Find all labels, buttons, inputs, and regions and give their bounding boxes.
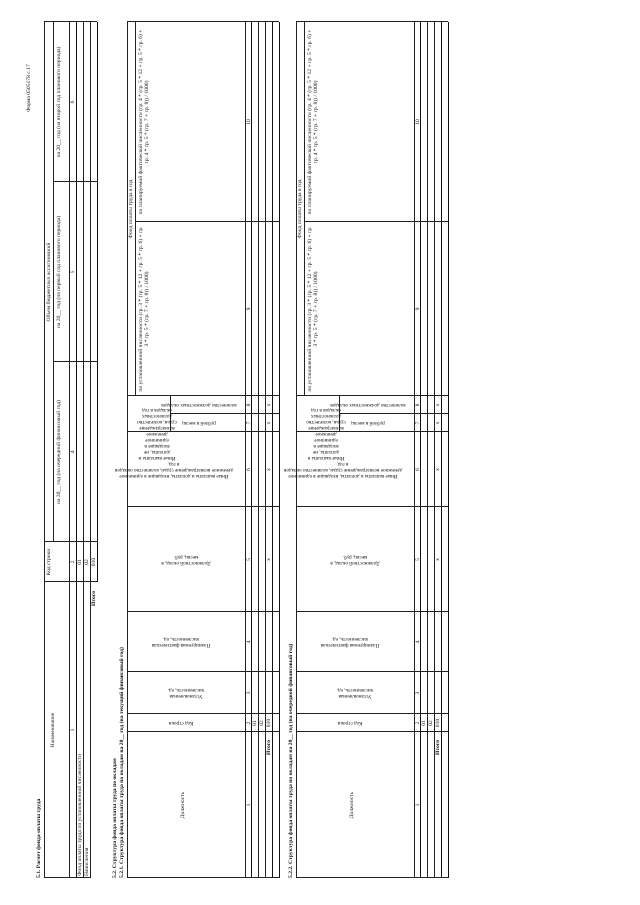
s1-colnum-4: 4 [70, 450, 76, 454]
s1-row1-code: 01 [77, 559, 83, 565]
t2-colnum-4: 4 [415, 640, 421, 644]
t1-colnum-2: 2 [246, 721, 252, 725]
s1-colnum-2: 2 [70, 560, 76, 564]
s1-header-name: Наименование [50, 712, 56, 748]
t2-row1-code: 01 [421, 720, 427, 726]
t1-total-label: Итого [266, 739, 272, 755]
t1-row2-code: 02 [259, 720, 265, 726]
t2-colnum-6: 6 [415, 468, 421, 471]
t2-header-fund-est: по установленной численности (гр. 3 * (гр. 5 * 12 + гр. 5 * гр. 6) + гр. 3 * гр. 5 * (гр. 7 + гр. 8)) / 1000) [307, 226, 320, 392]
t2-colnum-10: 10 [415, 119, 421, 125]
t1-colnum-1: 1 [246, 803, 252, 807]
t1-header-position: Должность [180, 791, 186, 819]
form-code: Форма 0505178 с.17 [26, 64, 32, 112]
t1-row1-code: 01 [252, 720, 258, 726]
t2-sub-rubles: рублей в месяц [351, 420, 385, 426]
t1-header-code: Код строки [168, 720, 194, 726]
t1-header-salary: Должностной оклад, в месяц, руб. [161, 554, 211, 566]
t2-colnum-9: 9 [415, 307, 421, 311]
s1-colnum-6: 6 [70, 100, 76, 104]
section1-title: 5.1. Расчет фонда оплаты труда [36, 798, 42, 878]
s1-total-code: 010 [91, 557, 97, 567]
t1-header-fund-est: по установленной численности (гр. 3 * (гр. 5 * 12 + гр. 5 * гр. 6) + гр. 3 * гр. 5 * (гр. 7 + гр. 8)) / 1000) [138, 226, 151, 392]
t2-row2-code: 02 [428, 720, 434, 726]
t1-header-planned: Планируемая фактическая численность, ед. [151, 636, 211, 648]
t1-colnum-4: 4 [246, 640, 252, 644]
section2-subtitle2: 5.2.2. Структура фонда оплаты труда по окладам на 20__ год (на очередной финансовый год) [288, 643, 294, 878]
t1-header-established: Установленная численность, ед. [167, 687, 205, 699]
t2-header-salary: Должностной оклад, в месяц, руб. [330, 554, 380, 566]
s1-total-label: Итого [91, 590, 97, 606]
t1-total-x-5: x [266, 558, 272, 561]
t1-header-fund: Фонд оплаты труда в год [128, 179, 134, 239]
t1-colnum-7: 7 [246, 421, 252, 425]
t2-colnum-2: 2 [415, 721, 421, 725]
t2-header-established: Установленная численность, ед. [336, 687, 374, 699]
t2-colnum-1: 1 [415, 803, 421, 807]
section2-title: 5.2. Структура фонда оплаты труда по окладам [112, 758, 118, 878]
t2-header-code: Код строки [337, 720, 363, 726]
t2-colnum-5: 5 [415, 558, 421, 561]
s1-row2-code: 02 [84, 559, 90, 565]
t2-sub-salaries: количество должностных окладов [330, 402, 406, 408]
t1-colnum-10: 10 [246, 119, 252, 125]
t2-total-x-6: x [435, 468, 441, 471]
t1-sub-salaries: количество должностных окладов [161, 402, 237, 408]
t1-total-x-6: x [266, 468, 272, 471]
t1-sub-rubles: рублей в месяц [182, 420, 216, 426]
t2-header-fund-plan: по планируемой фактической численности (гр. 4 * (гр. 5 * 12 + гр. 5 * гр. 6) + гр. 4 * гр. 5 * (гр. 7 + гр. 8)) / 1000) [307, 29, 320, 215]
t1-colnum-5: 5 [246, 558, 252, 561]
t1-colnum-3: 3 [246, 691, 252, 695]
t2-colnum-7: 7 [415, 421, 421, 425]
s1-header-y3: на 20__ год (на второй год планового периода) [56, 46, 62, 158]
t2-header-position: Должность [349, 791, 355, 819]
t2-colnum-3: 3 [415, 691, 421, 695]
s1-header-code: Код строки [46, 548, 52, 576]
t1-header-other-month: Иные выплаты и доплаты, не входящие в единичное денежное вознаграждение судьи, количество должностных окладов в год [137, 407, 177, 461]
s1-header-group: Объем бюджетных ассигнований [46, 242, 52, 322]
t1-colnum-6: 6 [246, 468, 252, 471]
t1-colnum-8: 8 [246, 403, 252, 407]
t1-total-x-8: x [266, 403, 272, 407]
section2-subtitle1: 5.2.1. Структура фонда оплаты труда по окладам на 20__ год (на текущий финансовый год) [119, 647, 125, 878]
s1-header-y2: на 20__ год (на первый год планового периода) [56, 215, 62, 329]
t1-colnum-9: 9 [246, 307, 252, 311]
t2-header-other-annual: Иные выплаты и доплаты, входящие в единичное денежное вознаграждение судьи, количество окладов в год [283, 461, 403, 479]
t2-header-other-month: Иные выплаты и доплаты, не входящие в единичное денежное вознаграждение судьи, количество должностных окладов в год [306, 407, 346, 461]
s1-header-y1: на 20__ год (на очередной финансовый год) [56, 399, 62, 505]
t1-header-fund-plan: по планируемой фактической численности (гр. 4 * (гр. 5 * 12 + гр. 5 * гр. 6) + гр. 4 * гр. 5 * (гр. 7 + гр. 8)) / 1000) [138, 29, 151, 215]
t2-total-x-8: x [435, 403, 441, 407]
s1-row1-name: Фонд оплаты труда по установленной численности [77, 753, 83, 876]
s1-row2-name: Начисления [84, 847, 90, 876]
t1-total-code: 010 [266, 718, 272, 728]
t1-total-x-7: x [266, 421, 272, 425]
t2-header-fund: Фонд оплаты труда в год [297, 179, 303, 239]
s1-colnum-5: 5 [70, 270, 76, 274]
t2-total-label: Итого [435, 739, 441, 755]
rotated-form-sheet [20, 22, 600, 882]
t2-header-planned: Планируемая фактическая численность, ед. [320, 636, 380, 648]
t2-colnum-8: 8 [415, 403, 421, 407]
t2-total-code: 010 [435, 718, 441, 728]
t2-total-x-5: x [435, 558, 441, 561]
s1-colnum-1: 1 [70, 728, 76, 732]
t2-total-x-7: x [435, 421, 441, 425]
t1-header-other-annual: Иные выплаты и доплаты, входящие в единичное денежное вознаграждение судьи, количество окладов в год [114, 461, 234, 479]
